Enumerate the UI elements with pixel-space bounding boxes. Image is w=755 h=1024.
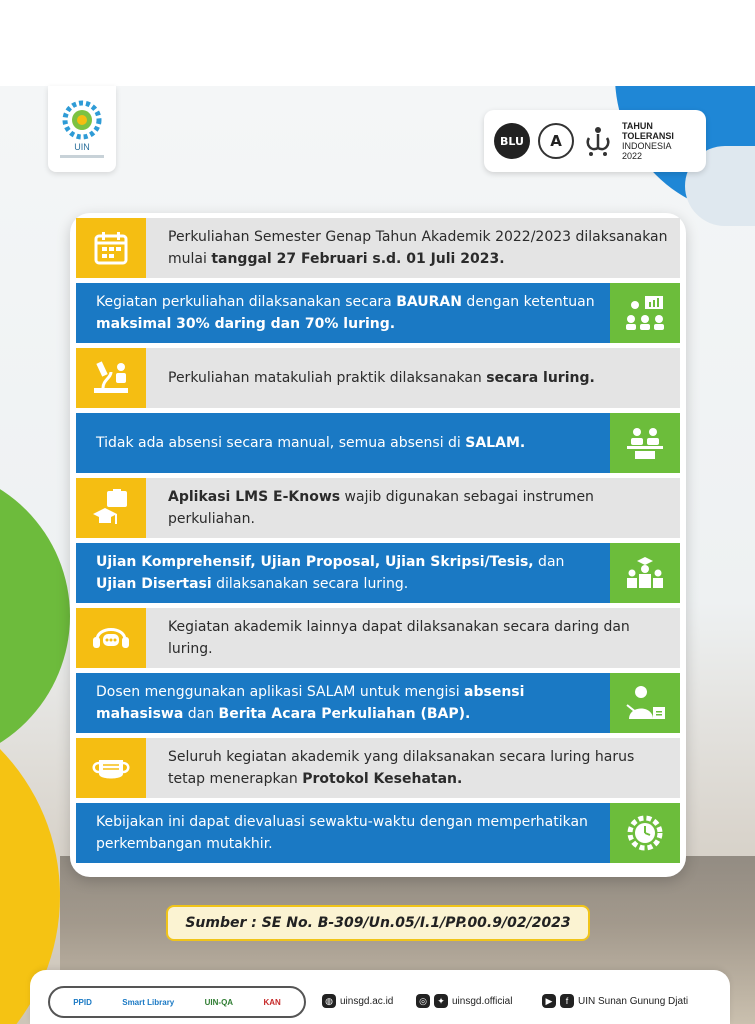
policy-item [76, 283, 680, 343]
tolerance-line-1: TAHUN [622, 121, 653, 131]
policy-item-text [76, 413, 610, 473]
policy-text-emphasis: BAURAN [396, 294, 462, 310]
policy-text-segment: wajib digunakan sebagai instrumen perkuliahan. [168, 489, 594, 527]
policy-item [76, 673, 680, 733]
teacher-board-icon [610, 673, 680, 733]
policy-text-emphasis: maksimal 30% daring dan 70% luring. [96, 316, 396, 332]
twitter-icon: ✦ [434, 994, 448, 1008]
policy-text-segment: Kegiatan perkuliahan dilaksanakan secara [96, 294, 397, 310]
channel-text: UIN Sunan Gunung Djati [578, 995, 689, 1007]
policy-text-segment: Perkuliahan Semester Genap Tahun Akademik 2022/2023 dilaksanakan mulai [168, 229, 668, 267]
presentation-class-icon [610, 283, 680, 343]
header-badges [484, 110, 706, 172]
policy-text-segment: dengan ketentuan [461, 294, 595, 310]
policy-text-segment: dan [533, 554, 565, 570]
website-text: uinsgd.ac.id [340, 995, 394, 1007]
uin-logo-subtitle [60, 155, 104, 158]
policy-item-text [76, 673, 610, 733]
policy-item [76, 413, 680, 473]
social-handle-text: uinsgd.official [452, 995, 513, 1007]
policy-text-emphasis: Berita Acara Perkuliahan (BAP). [218, 706, 471, 722]
policy-text-emphasis: absensi mahasiswa [96, 684, 525, 722]
smart-library-logo: Smart Library [122, 997, 175, 1007]
facebook-icon: f [560, 994, 574, 1008]
top-margin [0, 0, 755, 86]
uin-emblem-icon [62, 100, 102, 140]
tolerance-line-4: 2022 [622, 151, 643, 161]
ppid-logo: PPID [73, 997, 92, 1007]
policy-item [76, 803, 680, 863]
footer [30, 970, 730, 1024]
policy-item [76, 478, 680, 538]
policy-text-segment: Perkuliahan matakuliah praktik dilaksanakan [168, 370, 487, 386]
headset-chat-icon [76, 608, 146, 668]
policy-item-text [146, 608, 680, 668]
source-note: Sumber : SE No. B-309/Un.05/I.1/PP.00.9/02/2023 [166, 905, 590, 941]
website-info[interactable] [322, 994, 393, 1008]
policy-item-text [76, 283, 610, 343]
policy-item-text [146, 218, 680, 278]
policy-text-emphasis: Aplikasi LMS E-Knows [168, 489, 341, 505]
policy-text-segment: dan [183, 706, 219, 722]
youtube-icon: ▶ [542, 994, 556, 1008]
instagram-icon: ◎ [416, 994, 430, 1008]
tolerance-line-3: INDONESIA [622, 141, 672, 151]
policy-item [76, 348, 680, 408]
accreditation-badge: A [538, 123, 574, 159]
kan-logo: KAN [263, 997, 281, 1007]
uin-qa-logo: UIN-QA [204, 997, 234, 1007]
policy-text-segment: Seluruh kegiatan akademik yang dilaksanakan secara luring harus tetap menerapkan [168, 749, 635, 787]
calendar-icon [76, 218, 146, 278]
uin-logo [48, 86, 116, 172]
policy-text-emphasis: Protokol Kesehatan. [302, 771, 463, 787]
policy-text-emphasis: Ujian Disertasi [96, 576, 212, 592]
uin-logo-text: UIN [74, 142, 90, 152]
policy-text-segment: Tidak ada absensi secara manual, semua absensi di [96, 435, 466, 451]
face-mask-icon [76, 738, 146, 798]
policy-text-emphasis: secara luring. [486, 370, 595, 386]
policy-item-text [76, 803, 610, 863]
policy-item [76, 218, 680, 278]
policy-text-emphasis: SALAM. [465, 435, 526, 451]
clock-gear-icon [610, 803, 680, 863]
channel-info[interactable] [542, 994, 688, 1008]
policy-item-text [146, 738, 680, 798]
policy-text-segment: Dosen menggunakan aplikasi SALAM untuk mengisi [96, 684, 465, 700]
policy-text-segment: dilaksanakan secara luring. [211, 576, 409, 592]
policy-item-text [146, 478, 680, 538]
graduates-icon [610, 543, 680, 603]
policy-text-segment: Kebijakan ini dapat dievaluasi sewaktu-waktu dengan memperhatikan perkembangan mutakhir. [96, 814, 588, 852]
globe-icon: ◍ [322, 994, 336, 1008]
tolerance-logo-icon [582, 123, 614, 159]
policy-item-text [76, 543, 610, 603]
policy-text-emphasis: Ujian Komprehensif, Ujian Proposal, Ujian Skripsi/Tesis, [96, 554, 534, 570]
policy-item [76, 608, 680, 668]
microscope-icon [76, 348, 146, 408]
policy-item [76, 738, 680, 798]
decor-green-shape [0, 466, 70, 766]
graduation-cap-icon [76, 478, 146, 538]
lecture-icon [610, 413, 680, 473]
social-info[interactable] [416, 994, 512, 1008]
policy-text-emphasis: tanggal 27 Februari s.d. 01 Juli 2023. [211, 251, 505, 267]
blu-badge: BLU [494, 123, 530, 159]
policy-text-segment: Kegiatan akademik lainnya dapat dilaksanakan secara daring dan luring. [168, 619, 630, 657]
partner-logos [48, 986, 306, 1018]
policy-item-text [146, 348, 680, 408]
tolerance-line-2: TOLERANSI [622, 131, 674, 141]
policy-item [76, 543, 680, 603]
tolerance-text [622, 121, 674, 161]
